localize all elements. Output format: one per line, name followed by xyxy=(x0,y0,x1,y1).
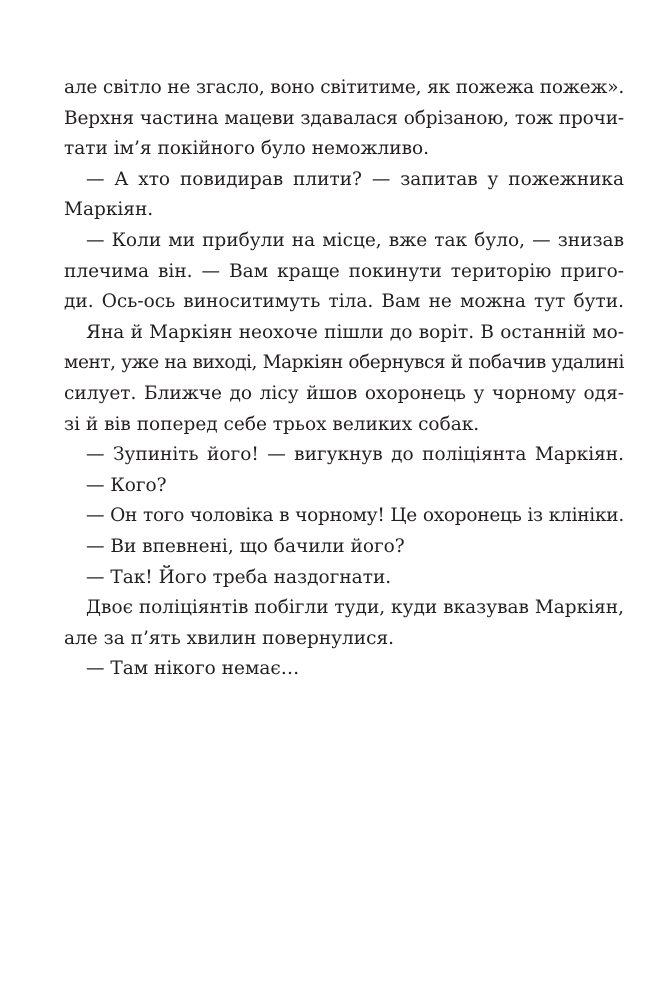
body-text xyxy=(64,73,624,685)
text-line: — Зупиніть його! — вигукнув до поліціянта Маркіян. xyxy=(86,444,624,466)
text-line: Яна й Маркіян неохоче пішли до воріт. В останній мо- xyxy=(86,321,624,343)
text-line: Верхня частина мацеви здавалася обрізаною, тож прочи- xyxy=(64,107,624,129)
text-line: — Кого? xyxy=(86,474,167,496)
text-line: але за п’ять хвилин повернулися. xyxy=(64,627,395,649)
text-line: — А хто повидирав плити? — запитав у пожежника xyxy=(86,168,624,190)
text-line: плечима він. — Вам краще покинути територію приго- xyxy=(64,260,624,282)
text-line: — Ви впевнені, що бачили його? xyxy=(86,535,405,557)
text-line: тати ім’я покійного було неможливо. xyxy=(64,138,430,160)
text-line: — Он того чоловіка в чорному! Це охоронець із клініки. xyxy=(86,505,624,527)
text-line: але світло не згасло, воно світитиме, як пожежа пожеж». xyxy=(64,77,624,98)
text-line: мент, уже на виході, Маркіян обернувся й побачив удалині xyxy=(64,352,624,374)
text-line: Маркіян. xyxy=(64,199,154,221)
text-line: зі й вів поперед себе трьох великих собак. xyxy=(64,413,480,435)
text-line: — Так! Його треба наздогнати. xyxy=(86,566,392,588)
text-line: ди. Ось-ось виноситимуть тіла. Вам не можна тут бути. xyxy=(64,291,624,313)
text-line: — Там нікого немає… xyxy=(86,658,300,680)
text-line: Двоє поліціянтів побігли туди, куди вказував Маркіян, xyxy=(86,597,624,619)
text-line: силует. Ближче до лісу йшов охоронець у чорному одя- xyxy=(64,382,624,404)
text-line: — Коли ми прибули на місце, вже так було, — знизав xyxy=(86,229,624,251)
